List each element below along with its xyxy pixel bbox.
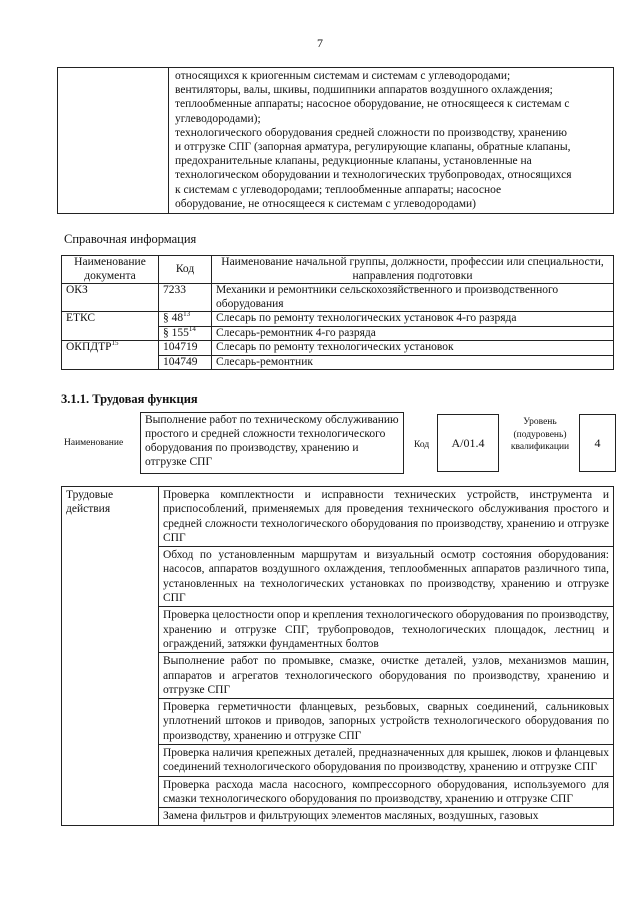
cell-document	[62, 341, 159, 370]
code-label: Код	[414, 440, 430, 450]
level-value-box: 4	[579, 414, 616, 472]
actions-label: Трудовые действия	[62, 487, 159, 826]
cell-document: ЕТКС	[62, 312, 159, 341]
page-number: 7	[317, 36, 323, 50]
text-line: технологическом оборудовании и технологических трубопроводах, относящихся	[175, 169, 572, 182]
cell-code: 7233	[159, 284, 212, 312]
text-line: предохранительные клапаны, редукционные клапаны, установленные на	[175, 155, 532, 168]
text-line: к системам с углеводородами; теплообменные аппараты; насосное	[175, 183, 502, 196]
section-title: 3.1.1. Трудовая функция	[61, 392, 198, 406]
action-item: Проверка герметичности фланцевых, резьбовых, сварных соединений, сальниковых уплотнений штоков и приводов, запорных устройств технологического оборудования по производству, хранению и отгрузке СПГ	[159, 699, 614, 745]
action-item: Проверка наличия крепежных деталей, предназначенных для крышек, люков и фланцевых соединений технологического оборудования по производству, хранению и отгрузке СПГ	[159, 745, 614, 777]
action-item: Замена фильтров и фильтрующих элементов масляных, воздушных, газовых	[159, 808, 614, 825]
cell-code	[159, 326, 212, 341]
header-name: Наименование начальной группы, должности, профессии или специальности, направления подготовки	[212, 256, 614, 284]
action-item: Выполнение работ по промывке, смазке, очистке деталей, узлов, механизмов машин, аппаратов и агрегатов технологического оборудования по производству, хранению и отгрузке СПГ	[159, 653, 614, 699]
continuation-table	[57, 67, 614, 214]
text-line: относящихся к криогенным системам и системам с углеводородами;	[175, 70, 511, 82]
level-label: Уровень (подуровень) квалификации	[510, 417, 570, 452]
cell-code	[159, 312, 212, 327]
header-document: Наименование документа	[62, 256, 159, 284]
code-text: § 48	[163, 312, 184, 324]
text-line: и отгрузке СПГ (запорная арматура, регулирующие клапаны, обратные клапаны,	[175, 141, 571, 154]
action-item: Обход по установленным маршрутам и визуальный осмотр состояния оборудования: насосов, аппаратов воздушного охлаждения, теплообменных аппаратов различного типа, установленных на технологических установках по производству, хранению и отгрузке СПГ	[159, 547, 614, 607]
cell-name: Механики и ремонтники сельскохозяйственного и производственного оборудования	[212, 284, 614, 312]
continuation-left-cell	[58, 68, 169, 214]
table-row	[62, 312, 614, 327]
code-text: § 155	[163, 326, 189, 339]
text-line: вентиляторы, валы, шкивы, подшипники аппаратов воздушного охлаждения;	[175, 84, 553, 97]
footnote-mark: 13	[183, 310, 191, 319]
table-row	[62, 341, 614, 356]
name-label: Наименование	[64, 438, 124, 448]
document-text: ОКПДТР	[66, 341, 112, 353]
cell-code: 104749	[159, 355, 212, 370]
function-code-box: А/01.4	[437, 414, 499, 472]
action-item: Проверка целостности опор и крепления технологического оборудования по производству, хранению и отгрузке СПГ, трубопроводов, технологических площадок, лестниц и ограждений, затяжки фундаментных болтов	[159, 607, 614, 653]
footnote-mark: 14	[188, 324, 196, 333]
labor-actions-table	[61, 486, 614, 826]
cell-code: 104719	[159, 341, 212, 356]
text-line: технологического оборудования средней сложности по производству, хранению	[175, 126, 567, 139]
cell-name: Слесарь-ремонтник	[212, 355, 614, 370]
cell-name: Слесарь-ремонтник 4-го разряда	[212, 326, 614, 341]
text-line: оборудование, не относящееся к системам с углеводородами)	[175, 197, 476, 210]
reference-title: Справочная информация	[64, 232, 197, 246]
table-row	[62, 284, 614, 312]
function-name-box: Выполнение работ по техническому обслуживанию простого и средней сложности технологического оборудования по производству, хранению и отгрузке СПГ	[140, 412, 404, 474]
text-line: углеводородами);	[175, 112, 261, 125]
action-item: Проверка расхода масла насосного, компрессорного оборудования, используемого для смазки технологического оборудования по производству, хранению и отгрузке СПГ	[159, 776, 614, 808]
text-line: теплообменные аппараты; насосное оборудование, не относящееся к системам с	[175, 98, 570, 111]
table-row	[62, 487, 614, 547]
cell-document: ОКЗ	[62, 284, 159, 312]
footnote-mark: 15	[111, 339, 119, 348]
cell-name: Слесарь по ремонту технологических установок	[212, 341, 614, 356]
header-code: Код	[159, 256, 212, 284]
cell-name: Слесарь по ремонту технологических установок 4-го разряда	[212, 312, 614, 327]
action-item: Проверка комплектности и исправности технических устройств, инструмента и приспособлений, применяемых для проведения технического обслуживания простого и средней сложности технологического оборудования по производству, хранению и отгрузке СПГ	[159, 487, 614, 547]
continuation-text-cell	[169, 68, 614, 214]
reference-table	[61, 255, 614, 370]
